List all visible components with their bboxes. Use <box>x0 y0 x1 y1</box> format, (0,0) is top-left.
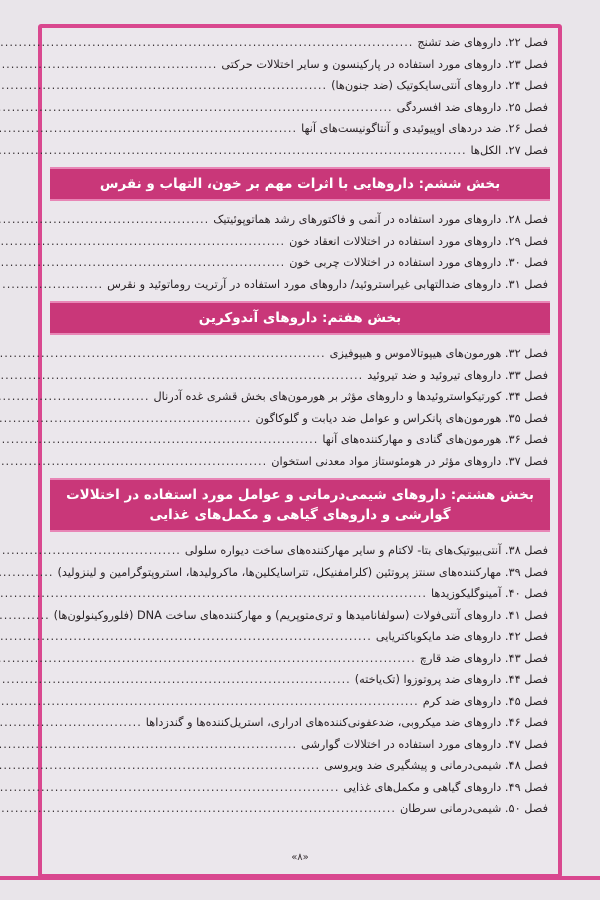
toc-entry <box>52 97 548 119</box>
chapter-title: فصل ۲۷. الکل‌ها <box>470 143 548 157</box>
table-of-contents <box>52 28 548 820</box>
toc-entry <box>52 209 548 231</box>
chapter-title: فصل ۲۹. داروهای مورد استفاده در اختلالات انعقاد خون <box>289 234 548 248</box>
toc-entry <box>52 386 548 408</box>
toc-entry <box>52 140 548 162</box>
toc-entry <box>52 734 548 756</box>
bottom-rule <box>0 876 600 880</box>
chapter-title: فصل ۳۳. داروهای تیروئید و ضد تیروئید <box>367 368 548 382</box>
dot-leader <box>0 777 339 799</box>
chapter-title: فصل ۲۸. داروهای مورد استفاده در آنمی و فاکتورهای رشد هماتوپوئیتیک <box>213 213 548 226</box>
dot-leader <box>0 231 285 253</box>
dot-leader <box>0 343 326 365</box>
toc-entry <box>52 583 548 605</box>
chapter-title: فصل ۳۶. هورمون‌های گنادی و مهارکننده‌های آنها <box>322 433 548 446</box>
dot-leader <box>0 669 351 691</box>
dot-leader <box>0 755 320 777</box>
chapter-title: فصل ۴۸. شیمی‌درمانی و پیشگیری ضد ویروسی <box>324 759 548 772</box>
chapter-title: فصل ۲۶. ضد دردهای اوپیوئیدی و آنتاگونیست‌های آنها <box>301 122 548 135</box>
section-header: بخش هشتم: داروهای شیمی‌درمانی و عوامل مورد استفاده در اختلالات گوارشی و داروهای گیاهی و مکمل‌های غذایی <box>50 478 550 532</box>
chapter-title: فصل ۳۹. مهارکننده‌های سنتز پروتئین (کلرامفنیکل، تتراسایکلین‌ها، ماکرولیدها، استروپتوگرامین و لینزولید) <box>57 565 548 579</box>
chapter-title: فصل ۴۲. داروهای ضد مایکوباکتریایی <box>375 630 548 643</box>
toc-entry <box>52 451 548 473</box>
toc-entry <box>52 626 548 648</box>
chapter-title: فصل ۲۲. داروهای ضد تشنج <box>417 36 548 49</box>
toc-entry <box>52 605 548 627</box>
dot-leader <box>0 118 297 140</box>
chapter-title: فصل ۵۰. شیمی‌درمانی سرطان <box>399 802 548 815</box>
dot-leader <box>0 365 363 387</box>
dot-leader <box>0 734 297 756</box>
toc-entry <box>52 274 548 296</box>
dot-leader <box>0 252 285 274</box>
toc-entry <box>52 755 548 777</box>
toc-entry <box>52 118 548 140</box>
chapter-title: فصل ۲۵. داروهای ضد افسردگی <box>396 100 548 114</box>
toc-entry <box>52 691 548 713</box>
dot-leader <box>0 209 209 231</box>
toc-entry <box>52 54 548 76</box>
section-header: بخش ششم: داروهایی با اثرات مهم بر خون، التهاب و نقرس <box>50 167 550 201</box>
dot-leader <box>0 429 318 451</box>
dot-leader <box>0 54 217 76</box>
dot-leader <box>0 75 327 97</box>
toc-entry <box>52 712 548 734</box>
chapter-title: فصل ۴۱. داروهای آنتی‌فولات (سولفانامیدها و تری‌متوپریم) و مهارکننده‌های ساخت DNA (فلوروکینولون‌ها) <box>53 608 548 622</box>
dot-leader <box>0 386 149 408</box>
dot-leader <box>0 798 396 820</box>
chapter-title: فصل ۳۲. هورمون‌های هیپوتالاموس و هیپوفیزی <box>329 347 548 360</box>
dot-leader <box>0 32 413 54</box>
toc-entry <box>52 75 548 97</box>
toc-entry <box>52 669 548 691</box>
chapter-title: فصل ۳۷. داروهای مؤثر در هومئوستاز مواد معدنی استخوان <box>271 454 548 468</box>
chapter-title: فصل ۳۸. آنتی‌بیوتیک‌های بتا- لاکتام و سایر مهارکننده‌های ساخت دیواره سلولی <box>184 544 548 557</box>
dot-leader <box>0 626 372 648</box>
chapter-title: فصل ۲۴. داروهای آنتی‌سایکوتیک (ضد جنون‌ها) <box>331 79 548 92</box>
toc-frame <box>38 24 562 878</box>
toc-entry <box>52 540 548 562</box>
chapter-title: فصل ۴۰. آمینوگلیکوزیدها <box>430 587 548 600</box>
dot-leader <box>0 540 181 562</box>
page-number: «۸» <box>291 852 309 863</box>
toc-entry <box>52 648 548 670</box>
chapter-title: فصل ۳۰. داروهای مورد استفاده در اختلالات چربی خون <box>289 256 548 269</box>
dot-leader <box>0 274 103 296</box>
toc-entry <box>52 32 548 54</box>
toc-entry <box>52 798 548 820</box>
dot-leader <box>0 605 50 627</box>
chapter-title: فصل ۲۳. داروهای مورد استفاده در پارکینسون و سایر اختلالات حرکتی <box>221 57 548 71</box>
toc-entry <box>52 408 548 430</box>
toc-entry <box>52 343 548 365</box>
chapter-title: فصل ۴۳. داروهای ضد قارچ <box>419 651 548 665</box>
toc-entry <box>52 365 548 387</box>
dot-leader <box>0 712 142 734</box>
chapter-title: فصل ۴۴. داروهای ضد پروتوزوا (تک‌یاخته) <box>354 673 548 686</box>
chapter-title: فصل ۳۴. کورتیکواستروئیدها و داروهای مؤثر بر هورمون‌های بخش قشری غده آدرنال <box>153 390 548 403</box>
dot-leader <box>0 583 427 605</box>
toc-entry <box>52 231 548 253</box>
dot-leader <box>0 97 393 119</box>
chapter-title: فصل ۴۵. داروهای ضد کرم <box>422 694 548 708</box>
chapter-title: فصل ۳۵. هورمون‌های پانکراس و عوامل ضد دیابت و گلوکاگون <box>255 411 548 425</box>
dot-leader <box>0 691 419 713</box>
dot-leader <box>0 451 267 473</box>
chapter-title: فصل ۳۱. داروهای ضدالتهابی غیراستروئید/ داروهای مورد استفاده در آرتریت روماتوئید و نقرس <box>107 277 548 291</box>
dot-leader <box>0 408 251 430</box>
chapter-title: فصل ۴۹. داروهای گیاهی و مکمل‌های غذایی <box>343 780 548 794</box>
toc-entry <box>52 777 548 799</box>
dot-leader <box>0 140 467 162</box>
toc-entry <box>52 562 548 584</box>
chapter-title: فصل ۴۷. داروهای مورد استفاده در اختلالات گوارشی <box>301 737 548 751</box>
dot-leader <box>0 648 416 670</box>
toc-entry <box>52 252 548 274</box>
toc-entry <box>52 429 548 451</box>
section-header: بخش هفتم: داروهای آندوکرین <box>50 301 550 335</box>
dot-leader <box>0 562 53 584</box>
chapter-title: فصل ۴۶. داروهای ضد میکروبی، ضدعفونی‌کننده‌های ادراری، استریل‌کننده‌ها و گندزداها <box>145 716 548 729</box>
